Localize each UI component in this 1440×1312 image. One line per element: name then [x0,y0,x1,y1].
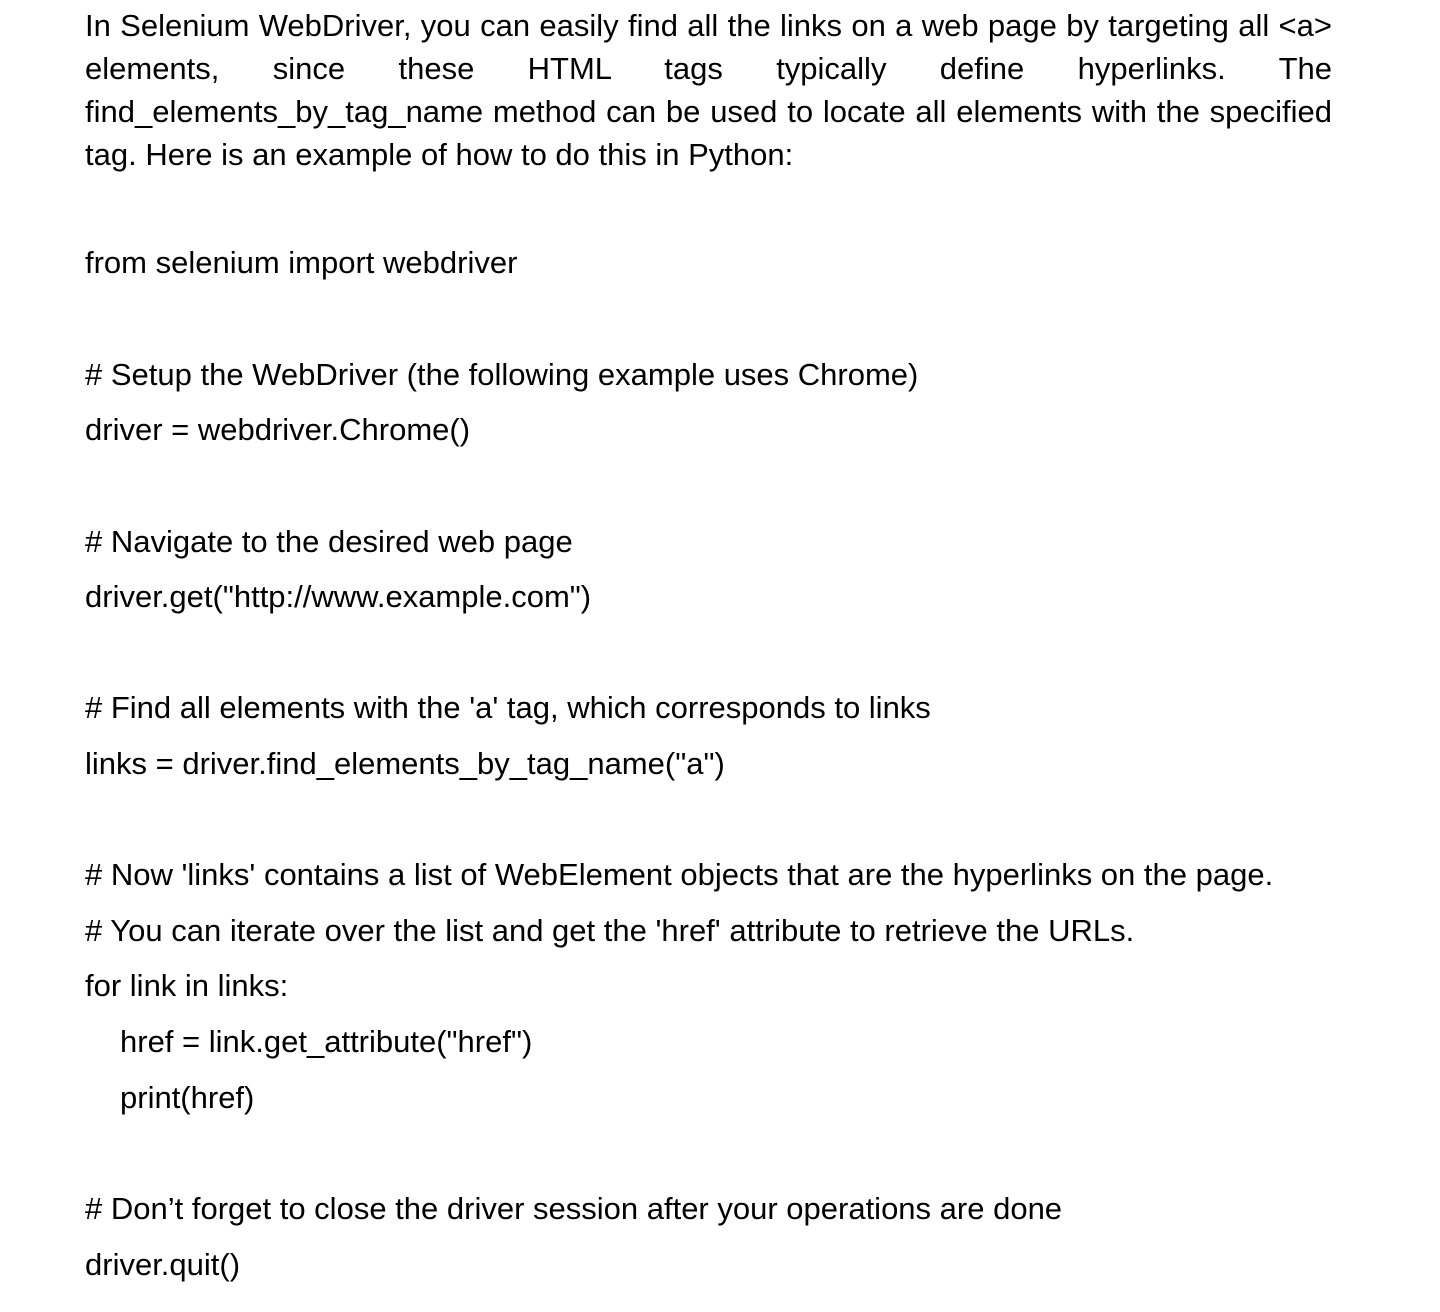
code-for-loop: for link in links: [85,968,289,1003]
code-import-line: from selenium import webdriver [85,245,518,280]
code-find-links: links = driver.find_elements_by_tag_name("a") [85,746,725,781]
code-print-line: print(href) [120,1080,255,1115]
code-links-comment-1: # Now 'links' contains a list of WebElement objects that are the hyperlinks on the page. [85,857,1274,892]
code-navigate-comment: # Navigate to the desired web page [85,524,573,559]
code-href-line: href = link.get_attribute("href") [120,1024,533,1059]
code-driver-quit: driver.quit() [85,1247,241,1282]
code-driver-init: driver = webdriver.Chrome() [85,412,471,447]
document-body [85,0,1332,1282]
code-close-comment: # Don’t forget to close the driver session after your operations are done [85,1191,1063,1226]
code-find-comment: # Find all elements with the 'a' tag, which corresponds to links [85,690,931,725]
code-setup-comment: # Setup the WebDriver (the following example uses Chrome) [85,357,919,392]
code-links-comment-2: # You can iterate over the list and get the 'href' attribute to retrieve the URLs. [85,913,1135,948]
intro-paragraph: In Selenium WebDriver, you can easily find all the links on a web page by targeting all <a> elements, since these HTML tags typically define hyperlinks. The find_elements_by_tag_name method can be used to locate all elements with the specified tag. Here is an example of how to do this in Python: [85,8,1332,172]
code-driver-get: driver.get("http://www.example.com") [85,579,592,614]
